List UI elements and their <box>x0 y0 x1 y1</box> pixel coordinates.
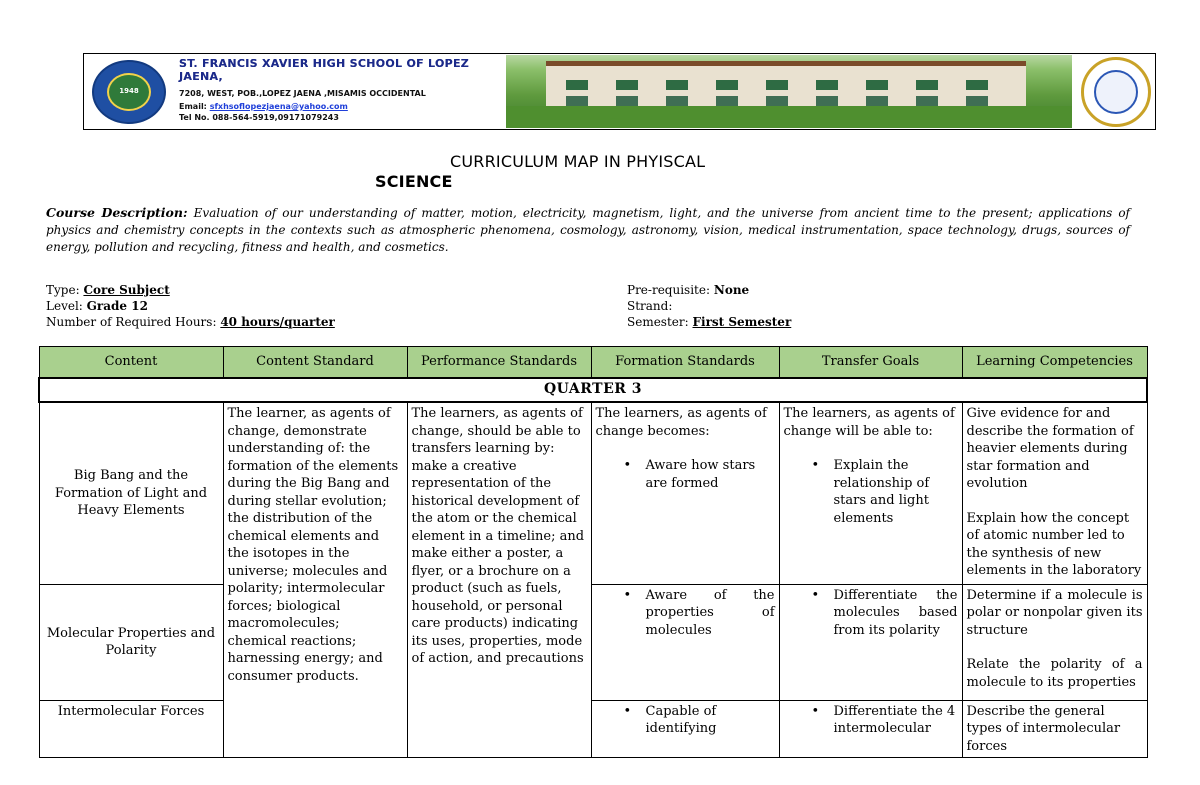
course-description-text: Evaluation of our understanding of matter, motion, electricity, magnetism, light, and the universe from ancient time to the present; applications of physics and chemistry concepts in the contexts such as atmospheric phenomena, cosmology, astronomy, vision, medical instrumentation, space technology, drugs, sources of energy, pollution and recycling, fitness and health, and cosmetics. <box>46 206 1130 254</box>
seal-emblem <box>107 73 151 111</box>
level-value: Grade 12 <box>86 299 148 313</box>
formation-standard-cell <box>591 584 779 700</box>
header-transfer-goals: Transfer Goals <box>779 347 962 379</box>
school-name: ST. FRANCIS XAVIER HIGH SCHOOL OF LOPEZ JAENA, <box>179 57 470 83</box>
formation-standard-cell <box>591 402 779 584</box>
semester-value: First Semester <box>692 315 792 329</box>
course-description <box>46 204 1130 256</box>
school-telephone: Tel No. 088-564-5919,09171079243 <box>179 113 339 122</box>
quarter-row <box>39 378 1147 402</box>
formation-bullet: • Aware how stars are formed <box>596 457 775 492</box>
school-seal-logo <box>92 60 166 124</box>
header-learning-competencies: Learning Competencies <box>962 347 1147 379</box>
semester-label: Semester: <box>627 315 689 329</box>
seal-emblem-right <box>1094 70 1138 114</box>
table-row <box>39 584 1147 700</box>
transfer-bullet: • Differentiate the molecules based from its polarity <box>784 587 958 640</box>
learning-competency-cell <box>962 700 1147 758</box>
school-info <box>179 57 509 123</box>
header-formation-standards: Formation Standards <box>591 347 779 379</box>
course-description-label: Course Description: <box>46 205 188 220</box>
school-building-photo <box>506 55 1072 128</box>
document-title-line2: SCIENCE <box>375 172 453 191</box>
strand-label: Strand: <box>627 299 673 313</box>
quarter-label: QUARTER 3 <box>39 378 1147 402</box>
school-address: 7208, WEST, POB.,LOPEZ JAENA ,MISAMIS OCCIDENTAL <box>179 89 426 98</box>
transfer-bullet: • Explain the relationship of stars and light elements <box>784 457 958 527</box>
table-header-row <box>39 347 1147 379</box>
competency-item: Explain how the concept of atomic number led to the synthesis of new elements in the laboratory <box>966 510 1142 578</box>
meta-right <box>627 282 791 330</box>
content-cell: Big Bang and the Formation of Light and Heavy Elements <box>39 402 223 584</box>
content-standard-cell: The learner, as agents of change, demonstrate understanding of: the formation of the elements during the Big Bang and during stellar evolution; the distribution of the chemical elements and the isotopes in the universe; molecules and polarity; intermolecular forces; biological macromolecules; chemical reactions; harnessing energy; and consumer products. <box>223 402 407 758</box>
type-label: Type: <box>46 283 80 297</box>
content-cell: Molecular Properties and Polarity <box>39 584 223 700</box>
document-title-line1: CURRICULUM MAP IN PHYISCAL <box>450 152 706 171</box>
transfer-bullet: • Differentiate the 4 intermolecular <box>784 703 958 738</box>
transfer-intro: The learners, as agents of change will be able to: <box>783 406 955 439</box>
level-label: Level: <box>46 299 83 313</box>
header-content: Content <box>39 347 223 379</box>
curriculum-map-table <box>38 346 1148 758</box>
school-header-banner <box>83 53 1156 130</box>
competency-item: Give evidence for and describe the formation of heavier elements during star formation and evolution <box>966 406 1134 491</box>
formation-bullet: • Capable of identifying <box>596 703 775 738</box>
formation-intro: The learners, as agents of change becomes: <box>595 406 767 439</box>
learning-competency-cell <box>962 402 1147 584</box>
hours-label: Number of Required Hours: <box>46 315 217 329</box>
school-email <box>179 101 509 112</box>
prereq-label: Pre-requisite: <box>627 283 711 297</box>
formation-standard-cell <box>591 700 779 758</box>
email-label: Email: <box>179 102 207 111</box>
lawn-shape <box>506 106 1072 128</box>
header-performance-standards: Performance Standards <box>407 347 591 379</box>
meta-left <box>46 282 335 330</box>
transfer-goal-cell <box>779 700 962 758</box>
competency-item: Determine if a molecule is polar or nonpolar given its structure <box>966 587 1143 638</box>
deped-seal-logo <box>1081 57 1151 127</box>
building-shape <box>546 61 1026 108</box>
table-row <box>39 700 1147 758</box>
formation-bullet: • Aware of the properties of molecules <box>596 587 775 640</box>
header-content-standard: Content Standard <box>223 347 407 379</box>
content-cell: Intermolecular Forces <box>39 700 223 758</box>
table-row <box>39 402 1147 584</box>
learning-competency-cell <box>962 584 1147 700</box>
type-value: Core Subject <box>83 283 170 297</box>
seal-year: 1948 <box>119 87 139 95</box>
transfer-goal-cell <box>779 584 962 700</box>
email-link[interactable]: sfxhsoflopezjaena@yahoo.com <box>209 102 348 111</box>
prereq-value: None <box>713 283 750 297</box>
transfer-goal-cell <box>779 402 962 584</box>
hours-value: 40 hours/quarter <box>220 315 335 329</box>
competency-item: Describe the general types of intermolecular forces <box>966 703 1121 754</box>
competency-item: Relate the polarity of a molecule to its properties <box>966 657 1143 690</box>
performance-standard-cell: The learners, as agents of change, should be able to transfers learning by: make a creative representation of the historical development of the atom or the chemical element in a timeline; and make either a poster, a flyer, or a brochure on a product (such as fuels, household, or personal care products) indicating its uses, properties, mode of action, and precautions <box>407 402 591 758</box>
